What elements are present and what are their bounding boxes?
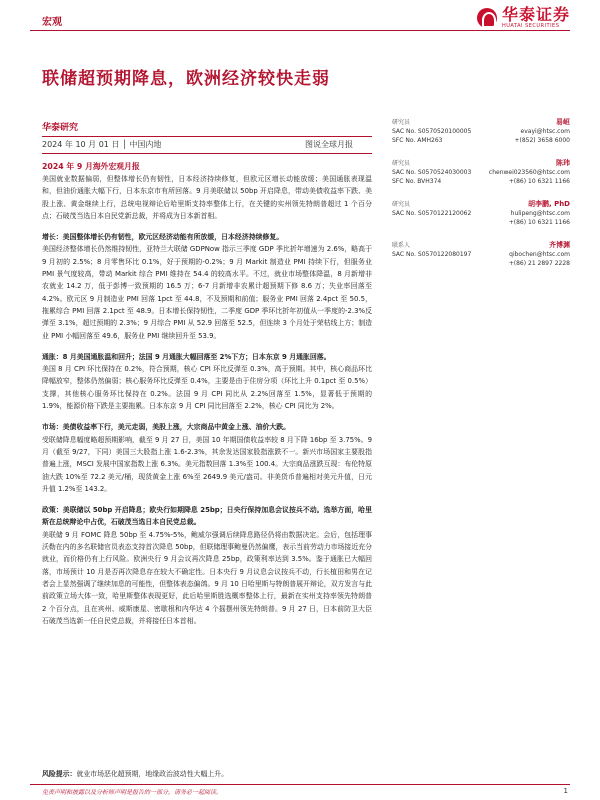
analyst-name: 陈玮: [556, 159, 570, 167]
summary-heading: 2024 年 9 月海外宏观月报: [42, 162, 140, 171]
analyst-name: 易峘: [556, 118, 570, 126]
growth-section: [42, 231, 372, 342]
growth-text: 美国经济整体增长仍然维持韧性，亚特兰大联储 GDPNow 指示三季度 GDP 季比折年增速为 2.6%，略高于 9 月初的 2.5%；8 月零售环比 0.1%，好于预期的-0.2%；9 月 Markit 制造业 PMI 持续下行，但服务业 PMI 景气度较高，带动 Markit 综合 PMI 维持在 54.4 的较高水平。不过，就业市场整体降温，8 月新增非农就业 14.2 万，低于彭博一致预期的 16.5 万；6-7 月新增非农累计超预期下修 8.6 万；失业率回落至 4.2%。欧元区 9 月制造业 PMI 回落 1pct 至 44.8，不及预期和前值；服务业 PMI 回落 2.4pct 至 50.5，拖累综合 PMI 回落 2.1pct 至 48.9。日本增长保持韧性，二季度 GDP 季环比折年初值从一季度的-2.3%反弹至 3.1%，超过预期的 2.3%；9 月综合 PMI 从 52.9 回落至 52.5，但连续 3 个月处于荣枯线上方；制造业 PMI 小幅回落至 49.6，服务业 PMI 继续回升至 53.9。: [42, 245, 372, 340]
analyst-card: [392, 159, 570, 186]
category-label: 宏观: [42, 17, 62, 28]
analyst-phone: +(86) 10 6321 1166: [508, 178, 570, 185]
analyst-role: 研究员: [392, 119, 411, 126]
brand-mark-icon: [477, 8, 497, 28]
inflation-text: 美国 8 月 CPI 环比保持在 0.2%，符合预期，核心 CPI 环比反弹至 0.3%，高于预期。其中，核心商品环比降幅放窄，整体仍然偏弱；核心服务环比反弹至 0.4%，主要是由于住房分项（环比上升 0.1pct 至 0.5%）支撑，其他核心服务环比保持在 0.2%。法国 9 月 CPI 同比从 2.2%回落至 1.5%，显著低于预期的 1.9%，能源价格下跌是主要拖累。日本东京 9 月 CPI 同比回落至 2.2%，核心 CPI 同比为 2%。: [42, 365, 372, 411]
analyst-email[interactable]: evayi@htsc.com: [520, 128, 570, 135]
analyst-card: [392, 200, 570, 227]
summary-section: [42, 160, 372, 222]
policy-text: 美联储 9 月 FOMC 降息 50bp 至 4.75%-5%，鲍威尔强调后续降息路径仍将由数据决定。会后，包括理事沃勒在内的多名联储官员表态支持首次降息 50bp，但联储理事鲍曼仍然偏鹰，表示当前劳动力市场接近充分就业，而价格仍有上行风险。欧洲央行 9 月会议再次降息 25bp，政策利率达到 3.5%。鉴于通胀已大幅回落，市场预计 10 月是否再次降息存在较大不确定性。日本央行 9 月议息会议按兵不动，行长植田和男在记者会上显然强调了继续加息的可能性，但整体表态偏鸽。9 月 10 日哈里斯与特朗普展开辩论，双方发言与此前政策立场大体一致，哈里斯整体表现更好，此后哈里斯胜选概率整体上行，最新在实州支持率领先特朗普 2 个百分点，且在宾州、威斯康星、密歇根和内华达 4 个摇摆州领先特朗普。9 月 27 日，日本前防卫大臣石破茂当选新一任自民党总裁，并将接任日本首相。: [42, 530, 372, 625]
report-title: 联储超预期降息，欧洲经济较快走弱: [42, 69, 330, 89]
analyst-sac: SAC No. S0570122120062: [392, 210, 472, 217]
brand-name-en: HUATAI SECURITIES: [501, 23, 560, 29]
disclaimer-note: 免责声明和披露以及分析师声明是报告的一部分，请务必一起阅读。: [42, 789, 223, 796]
analyst-name: 胡李鹏, PhD: [527, 200, 570, 208]
header-divider: [30, 30, 570, 31]
market-section: [42, 421, 372, 495]
org-name: 华泰研究: [42, 123, 79, 133]
analyst-sac: SAC No. S0570520100005: [392, 128, 472, 135]
analyst-role: 研究员: [392, 201, 411, 208]
analyst-card: [392, 118, 570, 145]
analyst-phone: +(86) 21 2897 2228: [508, 260, 570, 267]
growth-lead: 增长：美国整体增长仍有韧性，欧元区经济动能有所放缓，日本经济持续修复。: [42, 233, 284, 242]
footer-divider: [30, 784, 570, 785]
analyst-email[interactable]: chenwei023560@htsc.com: [488, 169, 570, 176]
policy-section: [42, 504, 372, 627]
analyst-sidebar: [392, 118, 570, 282]
analyst-sfc: SFC No. BVH374: [392, 178, 442, 185]
market-lead: 市场：美债收益率下行，美元走弱，美股上涨，大宗商品中黄金上涨、油价大跌。: [42, 423, 291, 432]
inflation-lead: 通胀：8 月美国通胀温和回升；法国 9 月通胀大幅回落至 2%下方；日本东京 9 月通胀回落。: [42, 352, 331, 361]
inflation-section: [42, 351, 372, 412]
policy-lead: 政策：美联储以 50bp 开启降息；欧央行如期降息 25bp；日央行保持加息会议按兵不动。选举方面，哈里斯在总统辩论中占优，石破茂当选日本自民党总裁。: [42, 506, 372, 527]
analyst-role: 研究员: [392, 160, 411, 167]
analyst-card: [392, 241, 570, 268]
risk-warning: [42, 768, 228, 778]
analyst-phone: +(86) 10 6321 1166: [508, 219, 570, 226]
report-type: 图说全球月报: [305, 140, 353, 149]
analyst-name: 齐博渊: [549, 241, 570, 249]
analyst-sac: SAC No. S0570122080197: [392, 251, 472, 258]
analyst-email[interactable]: qibochen@htsc.com: [509, 251, 570, 258]
report-date-region: 2024 年 10 月 01 日 │ 中国内地: [42, 140, 162, 149]
summary-text: 美国就业数据偏弱，但整体增长仍有韧性，日本经济持续修复，但欧元区增长动能放缓；美国通胀表现温和，但油价通胀大幅下行，日本东京市有所回落。9 月美联储以 50bp 开启降息，带动美债收益率下跌、美股上涨、黄金继续上行，总统电视辩论后哈里斯支持率整体上行，在关键的实州领先特朗普超过 1 个百分点；石破茂当选日本自民党新总裁，并将成为日本新首相。: [42, 175, 372, 220]
analyst-sac: SAC No. S0570524030003: [392, 169, 472, 176]
page-number: 1: [563, 787, 568, 795]
analyst-sfc: SFC No. AMH263: [392, 137, 443, 144]
analyst-phone: +(852) 3658 6000: [514, 137, 570, 144]
meta-divider-top: [42, 136, 372, 137]
market-text: 受联储降息幅度略超预期影响，截至 9 月 27 日，美国 10 年期国债收益率较 8 月下降 16bp 至 3.75%。9 月（截至 9/27，下同）美国三大股指上涨 1.6-2.3%，其余发达国家股指涨跌不一。新兴市场国家主要股指普遍上涨，MSCI 发展中国家指数上涨 6.3%。美元指数回落 1.3%至 100.4。大宗商品涨跌互现：布伦特原油大跌 10%至 72.2 美元/桶，现货黄金上涨 6%至 2649.9 美元/盎司。非美货币普遍相对美元升值，日元升值 1.2%至 143.2。: [42, 435, 372, 493]
main-content: [42, 160, 372, 636]
analyst-email[interactable]: hulipeng@htsc.com: [510, 210, 570, 217]
analyst-role: 联系人: [392, 242, 411, 249]
brand-name-cn: 华泰证券: [501, 5, 570, 24]
risk-label: 风险提示：: [42, 770, 77, 778]
brand-logo: [477, 6, 570, 29]
risk-text: 就业市场恶化超预期，地缘政治波动性大幅上升。: [76, 770, 229, 778]
meta-divider-bottom: [42, 153, 372, 154]
